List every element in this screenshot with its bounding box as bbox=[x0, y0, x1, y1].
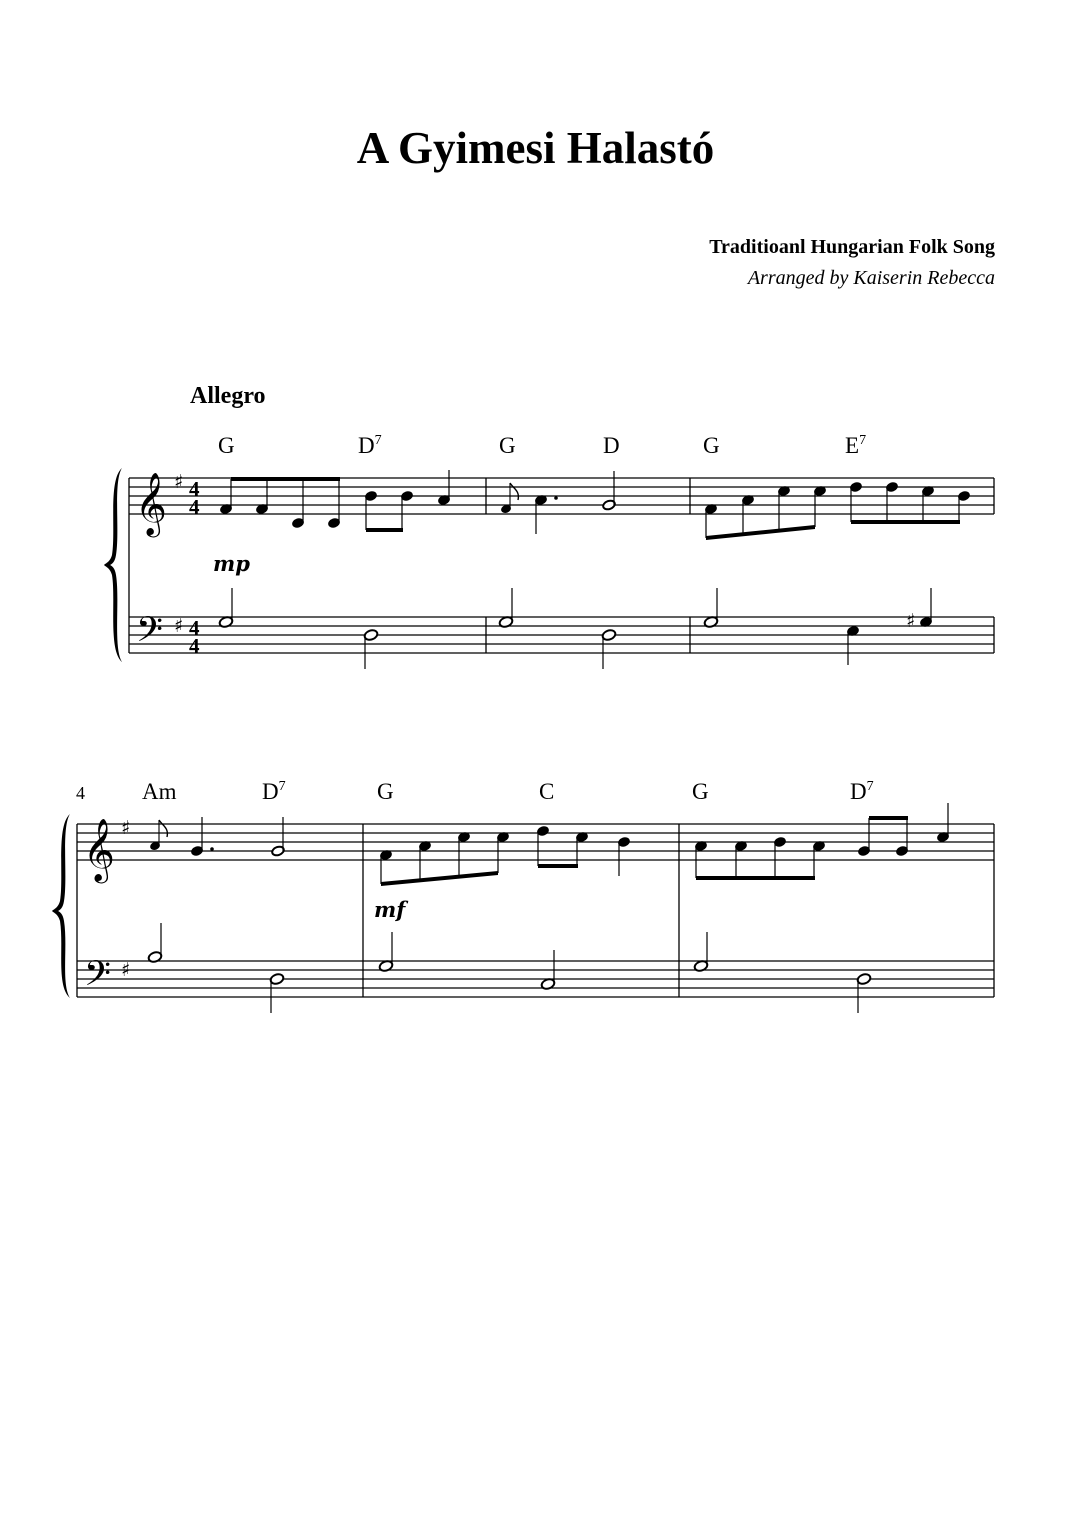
composer-credit: Traditioanl Hungarian Folk Song bbox=[709, 236, 995, 258]
sharp-icon: ♯ bbox=[174, 615, 184, 637]
system-1 bbox=[104, 468, 994, 669]
time-signature-top: 4 bbox=[189, 477, 200, 501]
system-2 bbox=[52, 803, 994, 1013]
time-signature-bottom: 4 bbox=[189, 495, 200, 519]
chord-symbol: $D^7$ bbox=[262, 779, 286, 804]
bass-notes-system-1 bbox=[218, 588, 932, 669]
bass-notes-system-2 bbox=[147, 923, 871, 1013]
measure-number: 4 bbox=[76, 783, 85, 803]
bass-staff bbox=[77, 961, 994, 997]
piano-brace bbox=[104, 468, 122, 662]
time-signature-bottom: 4 bbox=[189, 634, 200, 658]
chord-symbol: Am bbox=[142, 779, 177, 804]
dynamic-marking: mp bbox=[213, 551, 250, 576]
treble-clef-icon: 𝄞 bbox=[135, 472, 167, 535]
tempo-marking: Allegro bbox=[190, 383, 266, 409]
chord-symbol: $D^7$ bbox=[850, 779, 874, 804]
sharp-icon: ♯ bbox=[121, 817, 131, 839]
bass-clef-icon: 𝄢 bbox=[84, 953, 112, 1002]
piano-brace bbox=[52, 814, 70, 998]
sharp-icon: ♯ bbox=[906, 610, 916, 632]
measure-5-treble bbox=[379, 825, 630, 886]
chord-symbol: G bbox=[703, 433, 720, 458]
score-title: A Gyimesi Halastó bbox=[356, 123, 715, 173]
chord-symbol: D bbox=[603, 433, 620, 458]
arranger-credit: Arranged by Kaiserin Rebecca bbox=[747, 267, 995, 289]
barlines bbox=[129, 478, 994, 653]
measure-3-treble bbox=[704, 481, 970, 540]
bass-clef-icon: 𝄢 bbox=[136, 609, 164, 658]
treble-staff bbox=[77, 824, 994, 860]
barlines bbox=[77, 824, 994, 997]
treble-clef-icon: 𝄞 bbox=[83, 818, 115, 881]
chord-symbol: $D^7$ bbox=[358, 433, 382, 458]
dynamic-marking: mf bbox=[374, 897, 406, 922]
time-signature-top: 4 bbox=[189, 616, 200, 640]
sharp-icon: ♯ bbox=[174, 471, 184, 493]
chord-symbol: $E^7$ bbox=[845, 433, 867, 458]
chord-symbol: G bbox=[377, 779, 394, 804]
measure-1-treble bbox=[219, 470, 450, 532]
chord-symbol: G bbox=[692, 779, 709, 804]
chord-symbol: G bbox=[218, 433, 235, 458]
measure-2-treble bbox=[501, 471, 616, 534]
sharp-icon: ♯ bbox=[121, 959, 131, 981]
bass-staff bbox=[129, 617, 994, 653]
chord-symbol: G bbox=[499, 433, 516, 458]
chord-symbol: C bbox=[539, 779, 555, 804]
